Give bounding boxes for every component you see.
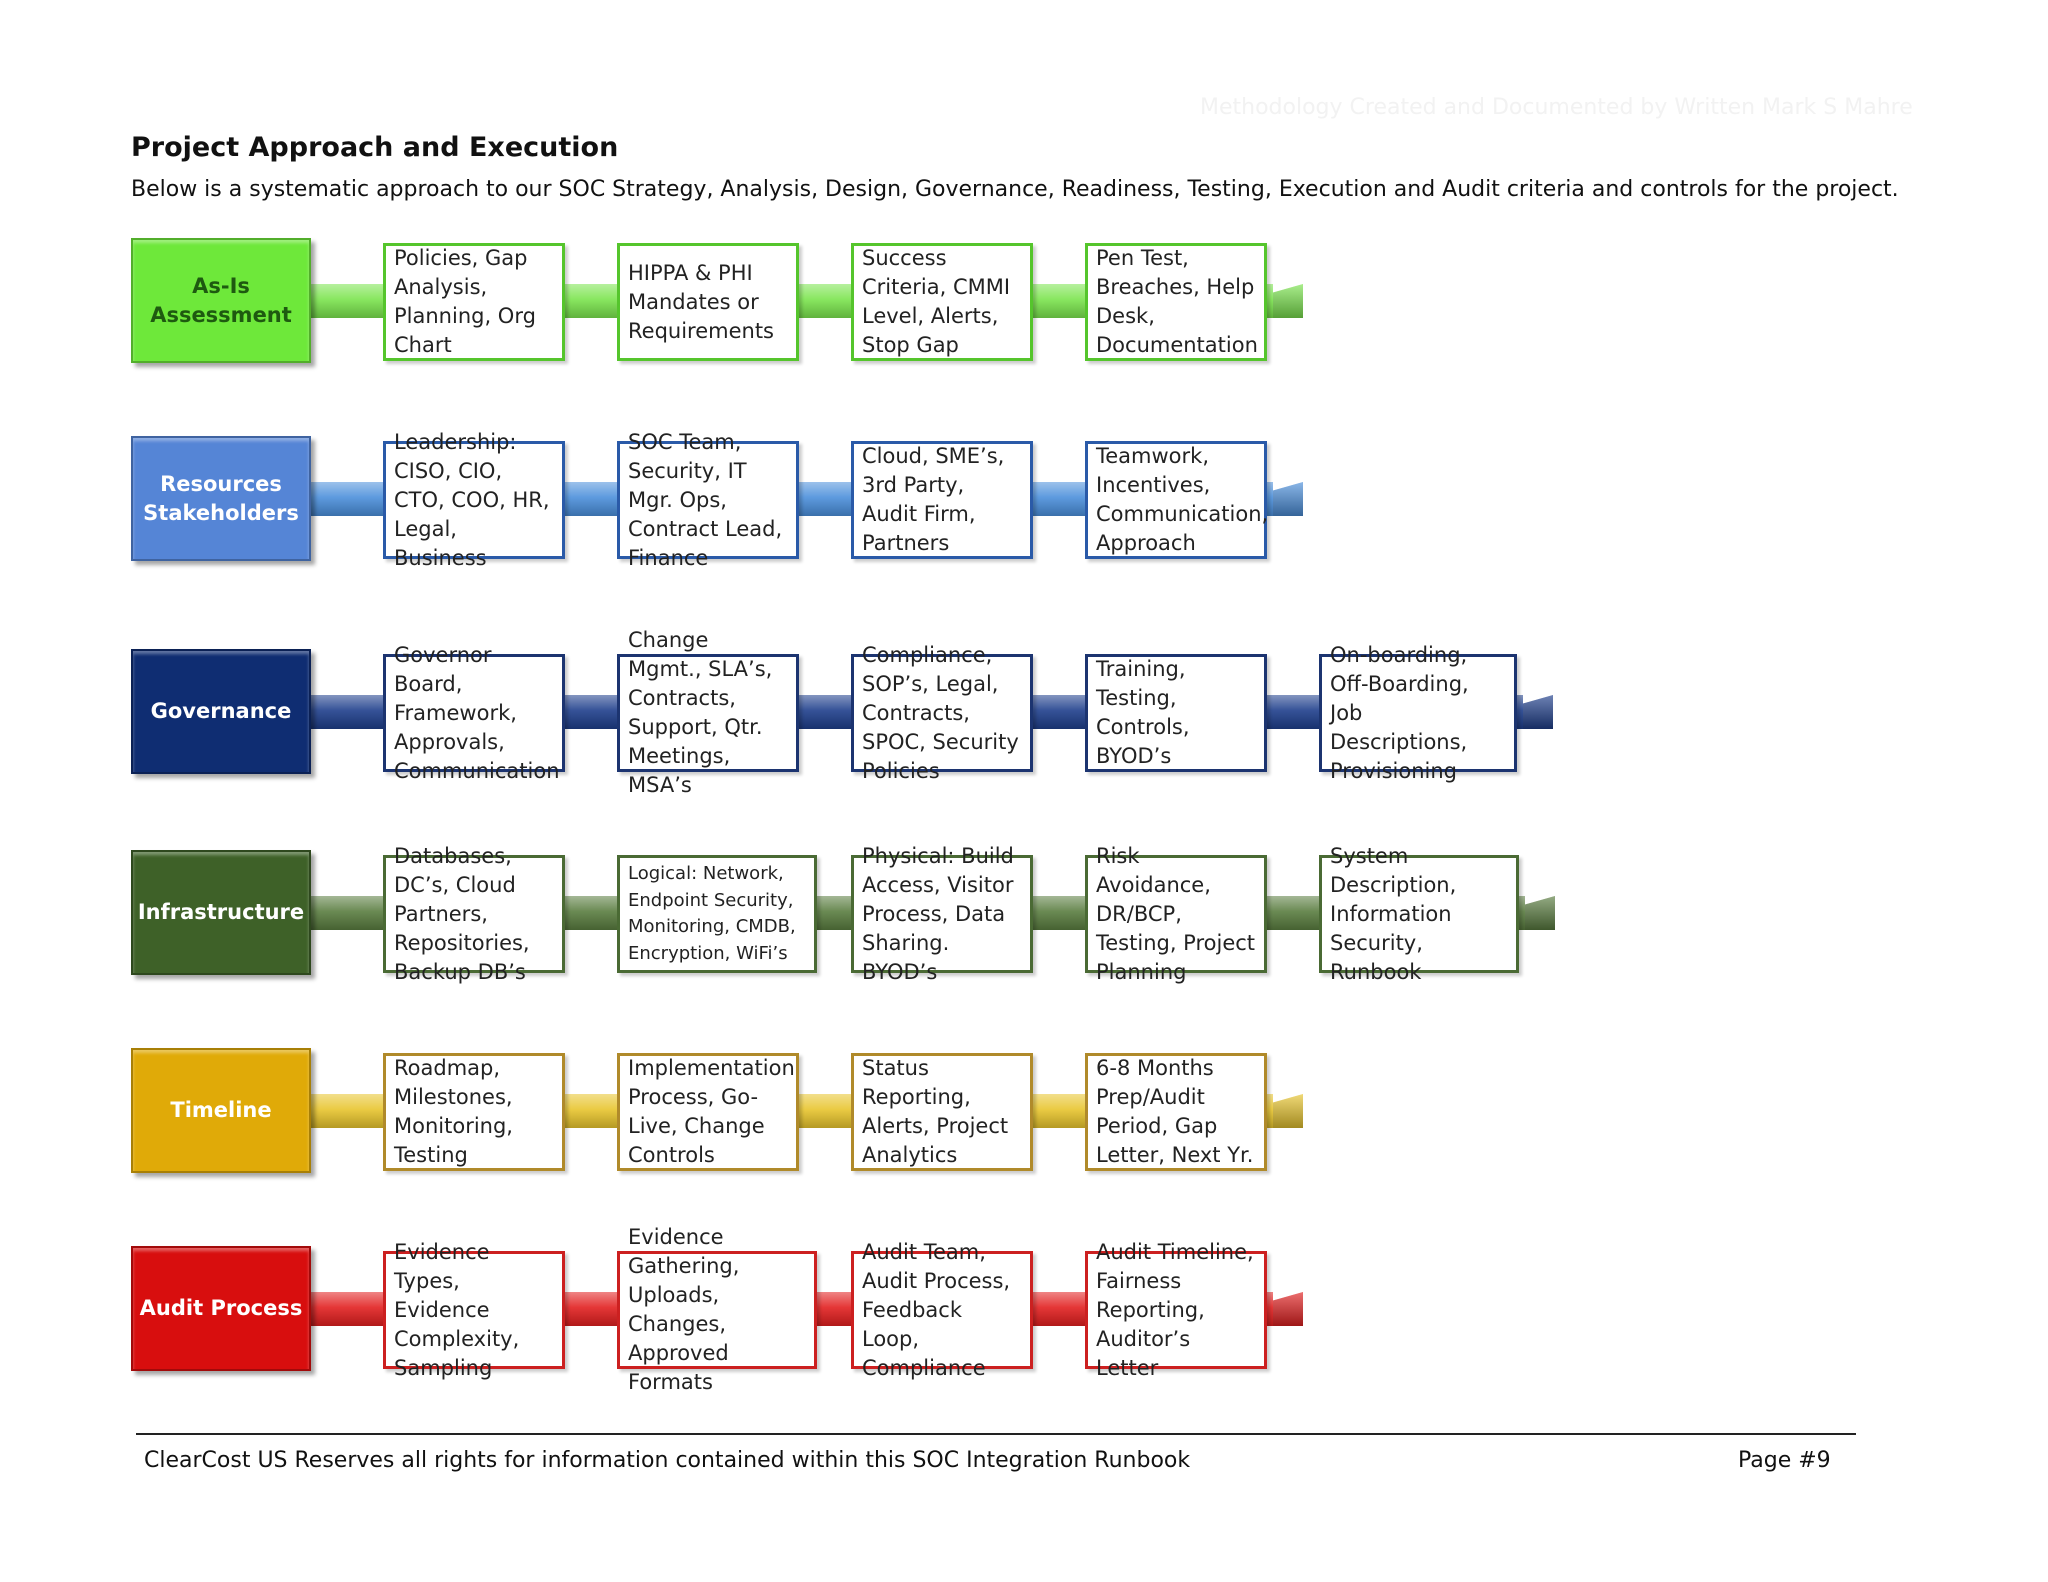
phase-step-text: Training, Testing, Controls, BYOD’s <box>1096 657 1190 768</box>
phase-step-box <box>1085 243 1267 361</box>
phase-header <box>131 649 311 774</box>
phase-header-label: Infrastructure <box>137 900 305 924</box>
phase-step-box <box>383 1053 565 1171</box>
phase-step-box <box>383 1239 565 1380</box>
phase-step-text: Implementation Process, Go-Live, Change Controls <box>628 1056 795 1167</box>
page-subtitle: Below is a systematic approach to our SOC Strategy, Analysis, Design, Governance, Readiness, Testing, Execution and Audit criteria and controls for the project. <box>131 177 1899 202</box>
phase-step-box <box>383 429 565 570</box>
phase-step-text: Audit Team, Audit Process, Feedback Loop, Compliance <box>862 1239 1011 1380</box>
phase-step-box <box>1319 843 1519 984</box>
phase-step-box <box>1085 654 1267 772</box>
phase-step-text: Compliance, SOP’s, Legal, Contracts, SPOC, Security Policies <box>862 642 1019 783</box>
phase-header-label: Timeline <box>170 1098 272 1122</box>
phase-step-box <box>851 1239 1033 1380</box>
phase-step-text: 6-8 Months Prep/Audit Period, Gap Letter, Next Yr. <box>1096 1056 1254 1167</box>
phase-header-label: As-Is Assessment <box>150 273 292 327</box>
phase-header <box>131 238 311 363</box>
phase-step-box <box>851 642 1033 783</box>
phase-step-box <box>617 628 799 797</box>
phase-step-text: Physical: Build Access, Visitor Process, Data Sharing. BYOD’s <box>862 843 1014 984</box>
phase-header <box>131 1048 311 1173</box>
phase-step-box <box>1085 1239 1267 1380</box>
phase-step-box <box>1085 441 1267 559</box>
phase-step-text: Cloud, SME’s, 3rd Party, Audit Firm, Partners <box>862 444 1005 555</box>
phase-header <box>131 1246 311 1371</box>
phase-step-text: Evidence Types, Evidence Complexity, Sampling <box>394 1239 520 1380</box>
phase-step-text: Success Criteria, CMMI Level, Alerts, Stop Gap <box>862 246 1011 357</box>
phase-step-box <box>617 1053 799 1171</box>
phase-step-box <box>851 243 1033 361</box>
phase-step-box <box>1085 1053 1267 1171</box>
approach-flow-diagram <box>131 238 1571 1394</box>
phase-header-label: Resources Stakeholders <box>143 471 299 525</box>
phase-step-box <box>1319 642 1517 783</box>
connector-arrow-end <box>1273 1292 1303 1326</box>
phase-step-box <box>383 243 565 361</box>
phase-step-box <box>851 441 1033 559</box>
phase-step-text: Status Reporting, Alerts, Project Analytics <box>862 1056 1009 1167</box>
phase-step-text: Roadmap, Milestones, Monitoring, Testing <box>394 1056 513 1167</box>
phase-step-box <box>383 843 565 984</box>
connector-arrow-end <box>1273 482 1303 516</box>
phase-step-box <box>617 429 799 570</box>
phase-step-text: HIPPA & PHI Mandates or Requirements <box>628 260 774 343</box>
phase-header-label: Audit Process <box>139 1296 303 1320</box>
connector-arrow-end <box>1525 896 1555 930</box>
phase-step-text: Pen Test, Breaches, Help Desk, Documentation <box>1096 246 1258 357</box>
phase-step-text: Risk Avoidance, DR/BCP, Testing, Project Planning <box>1096 843 1256 984</box>
phase-step-text: Databases, DC’s, Cloud Partners, Repositories, Backup DB’s <box>394 843 530 984</box>
phase-step-box <box>617 243 799 361</box>
phase-header <box>131 850 311 975</box>
footer-rights-text: ClearCost US Reserves all rights for information contained within this SOC Integration Runbook <box>144 1448 1191 1473</box>
phase-step-text: SOC Team, Security, IT Mgr. Ops, Contract Lead, Finance <box>628 429 783 570</box>
phase-step-text: Leadership: CISO, CIO, CTO, COO, HR, Legal, Business <box>394 429 550 570</box>
phase-step-box <box>617 855 817 973</box>
footer-divider <box>136 1433 1856 1435</box>
phase-header <box>131 436 311 561</box>
phase-step-text: Audit Timeline, Fairness Reporting, Auditor’s Letter <box>1096 1239 1254 1380</box>
page-title: Project Approach and Execution <box>131 132 619 163</box>
phase-step-text: Evidence Gathering, Uploads, Changes, Approved Formats <box>628 1225 740 1394</box>
phase-step-box <box>1085 843 1267 984</box>
connector-arrow-end <box>1523 695 1553 729</box>
phase-step-box <box>383 642 565 783</box>
phase-step-text: Policies, Gap Analysis, Planning, Org Chart <box>394 246 536 357</box>
phase-step-box <box>851 843 1033 984</box>
connector-arrow-end <box>1273 1094 1303 1128</box>
connector-arrow-end <box>1273 284 1303 318</box>
phase-step-text: System Description, Information Security, Runbook <box>1330 843 1457 984</box>
phase-step-text: Governor Board, Framework, Approvals, Communication <box>394 642 560 783</box>
phase-step-text: Change Mgmt., SLA’s, Contracts, Support, Qtr. Meetings, MSA’s <box>628 628 773 797</box>
phase-step-box <box>617 1225 817 1394</box>
watermark: Methodology Created and Documented by Written Mark S Mahre <box>1200 95 1913 120</box>
phase-header-label: Governance <box>150 699 292 723</box>
phase-step-text: Teamwork, Incentives, Communication, Approach <box>1096 444 1269 555</box>
phase-step-text: On-boarding, Off-Boarding, Job Descriptions, Provisioning <box>1330 642 1469 783</box>
phase-step-box <box>851 1053 1033 1171</box>
page-number: Page #9 <box>1738 1448 1831 1473</box>
phase-step-text: Logical: Network, Endpoint Security, Monitoring, CMDB, Encryption, WiFi’s <box>628 863 796 964</box>
